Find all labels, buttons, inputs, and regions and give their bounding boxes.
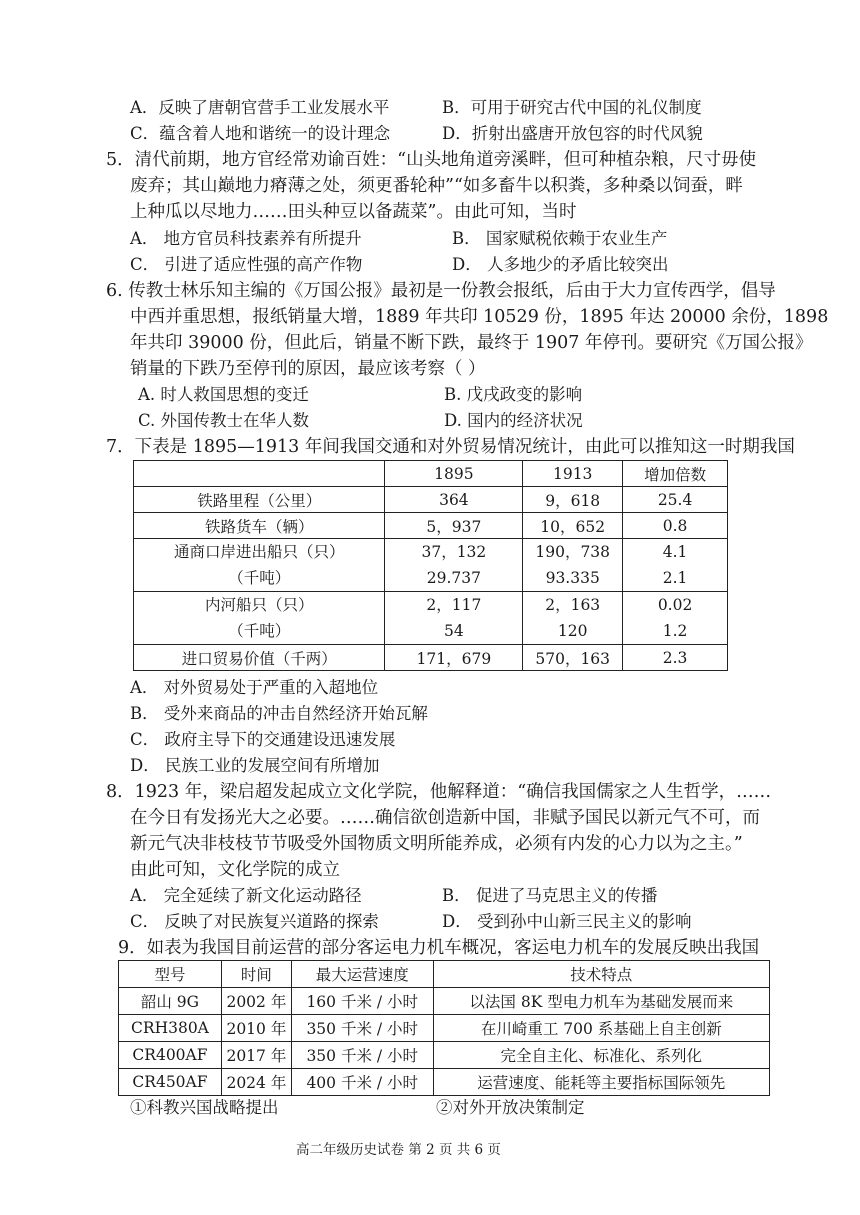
table-row (119, 1069, 770, 1096)
q9-choice-2: ②对外开放决策制定 (436, 1098, 585, 1117)
q8-option-c: C． 反映了对民族复兴道路的探索 (130, 912, 379, 931)
q6-stem-line-1: 6. 传教士林乐知主编的《万国公报》最初是一份教会报纸，后由于大力宣传西学，倡导 (106, 281, 776, 301)
table-cell: 2010 年 (221, 1015, 291, 1042)
table-cell: 9，618 (523, 487, 623, 513)
table-row (119, 1015, 770, 1042)
q8-stem-line-1: 8．1923 年，梁启超发起成立文化学院，他解释道：“确信我国儒家之人生哲学，…… (106, 782, 772, 802)
q6-option-b: B. 戊戌政变的影响 (444, 385, 583, 404)
table-row (134, 539, 728, 592)
table-header-row (119, 961, 770, 988)
q5-option-a: A． 地方官员科技素养有所提升 (130, 229, 362, 248)
q7-option-c: C． 政府主导下的交通建设迅速发展 (130, 730, 396, 749)
q7-option-a: A． 对外贸易处于严重的入超地位 (130, 678, 379, 697)
table-cell: 2，163 120 (523, 592, 623, 645)
table-cell: 通商口岸进出船只（只） （千吨） (134, 539, 385, 592)
q8-option-b: B． 促进了马克思主义的传播 (442, 886, 658, 905)
table-cell: 运营速度、能耗等主要指标国际领先 (433, 1069, 769, 1096)
table-cell: 以法国 8K 型电力机车为基础发展而来 (433, 988, 769, 1015)
table-header-cell: 1913 (523, 461, 623, 487)
table-header-cell (134, 461, 385, 487)
table-header-row (134, 461, 728, 487)
q6-stem-line-4: 销量的下跌乃至停刊的原因，最应该考察（ ） (130, 359, 486, 379)
q9-choice-1: ①科教兴国战略提出 (130, 1098, 279, 1117)
q5-stem-line-1: 5．清代前期，地方官经常劝谕百姓：“山头地角道旁溪畔，但可种植杂粮，尺寸毋使 (106, 150, 757, 170)
table-cell: 0.02 1.2 (623, 592, 728, 645)
q4-option-b: B．可用于研究古代中国的礼仪制度 (442, 98, 702, 117)
q8-stem-line-2: 在今日有发扬光大之必要。……确信欲创造新中国，非赋予国民以新元气不可，而 (130, 808, 760, 828)
table-cell: 2024 年 (221, 1069, 291, 1096)
table-row (119, 988, 770, 1015)
table-cell: 2002 年 (221, 988, 291, 1015)
table-row (119, 1042, 770, 1069)
table-header-cell: 增加倍数 (623, 461, 728, 487)
table-cell: 完全自主化、标准化、系列化 (433, 1042, 769, 1069)
table-row (134, 513, 728, 539)
table-header-cell: 1895 (385, 461, 523, 487)
table-cell: 10，652 (523, 513, 623, 539)
table-cell: 37，132 29.737 (385, 539, 523, 592)
table-cell: 0.8 (623, 513, 728, 539)
q5-stem-line-2: 废弃；其山巅地力瘠薄之处，须更番轮种”“如多畜牛以积粪，多种桑以饲蚕，畔 (130, 176, 743, 196)
table-cell: 内河船只（只） （千吨） (134, 592, 385, 645)
q7-option-d: D． 民族工业的发展空间有所增加 (130, 756, 380, 775)
q6-option-d: D. 国内的经济状况 (444, 411, 583, 430)
table-cell: 570，163 (523, 645, 623, 671)
table-cell: 190，738 93.335 (523, 539, 623, 592)
table-row (134, 592, 728, 645)
table-cell: 2017 年 (221, 1042, 291, 1069)
table-cell: CRH380A (119, 1015, 222, 1042)
q6-stem-line-3: 年共印 39000 份，但此后，销量不断下跌，最终于 1907 年停刊。要研究《万国公报》 (130, 333, 813, 353)
table-header-cell: 最大运营速度 (291, 961, 433, 988)
table-cell: CR450AF (119, 1069, 222, 1096)
table-cell: 400 千米 / 小时 (291, 1069, 433, 1096)
q7-statistics-table (133, 460, 728, 671)
table-cell: 2，117 54 (385, 592, 523, 645)
q5-option-b: B． 国家赋税依赖于农业生产 (452, 229, 668, 248)
q8-option-d: D． 受到孙中山新三民主义的影响 (442, 912, 692, 931)
q6-stem-line-2: 中西并重思想，报纸销量大增，1889 年共印 10529 份，1895 年达 20000 余份，1898 (130, 307, 829, 327)
table-cell: 进口贸易价值（千两） (134, 645, 385, 671)
q8-option-a: A． 完全延续了新文化运动路径 (130, 886, 362, 905)
table-cell: 铁路里程（公里） (134, 487, 385, 513)
q4-option-d: D．折射出盛唐开放包容的时代风貌 (442, 124, 703, 143)
q9-locomotive-table (118, 960, 770, 1096)
table-cell: 2.3 (623, 645, 728, 671)
table-header-cell: 型号 (119, 961, 222, 988)
table-row (134, 645, 728, 671)
table-cell: 350 千米 / 小时 (291, 1042, 433, 1069)
table-cell: 160 千米 / 小时 (291, 988, 433, 1015)
q7-stem: 7．下表是 1895—1913 年间我国交通和对外贸易情况统计，由此可以推知这一时期我国 (106, 437, 795, 457)
table-header-cell: 技术特点 (433, 961, 769, 988)
q5-option-c: C． 引进了适应性强的高产作物 (130, 255, 363, 274)
q4-option-a: A．反映了唐朝官营手工业发展水平 (130, 98, 390, 117)
q8-stem-line-4: 由此可知，文化学院的成立 (130, 860, 340, 880)
q5-option-d: D． 人多地少的矛盾比较突出 (452, 255, 669, 274)
table-cell: 4.1 2.1 (623, 539, 728, 592)
table-cell: 韶山 9G (119, 988, 222, 1015)
table-cell: CR400AF (119, 1042, 222, 1069)
table-header-cell: 时间 (221, 961, 291, 988)
q4-option-c: C．蕴含着人地和谐统一的设计理念 (130, 124, 391, 143)
table-cell: 5，937 (385, 513, 523, 539)
q5-stem-line-3: 上种瓜以尽地力……田头种豆以备蔬菜”。由此可知，当时 (130, 202, 577, 222)
table-cell: 在川崎重工 700 系基础上自主创新 (433, 1015, 769, 1042)
q7-option-b: B． 受外来商品的冲击自然经济开始瓦解 (130, 704, 428, 723)
table-cell: 25.4 (623, 487, 728, 513)
q6-option-c: C. 外国传教士在华人数 (138, 411, 310, 430)
table-cell: 350 千米 / 小时 (291, 1015, 433, 1042)
q8-stem-line-3: 新元气决非枝枝节节吸受外国物质文明所能养成，必须有内发的心力以为之主。” (130, 834, 743, 854)
table-row (134, 487, 728, 513)
table-cell: 铁路货车（辆） (134, 513, 385, 539)
q6-option-a: A. 时人救国思想的变迁 (138, 385, 309, 404)
q9-stem: 9．如表为我国目前运营的部分客运电力机车概况，客运电力机车的发展反映出我国 (118, 938, 760, 958)
page-footer: 高二年级历史试卷 第 2 页 共 6 页 (296, 1142, 501, 1158)
table-cell: 364 (385, 487, 523, 513)
table-cell: 171，679 (385, 645, 523, 671)
